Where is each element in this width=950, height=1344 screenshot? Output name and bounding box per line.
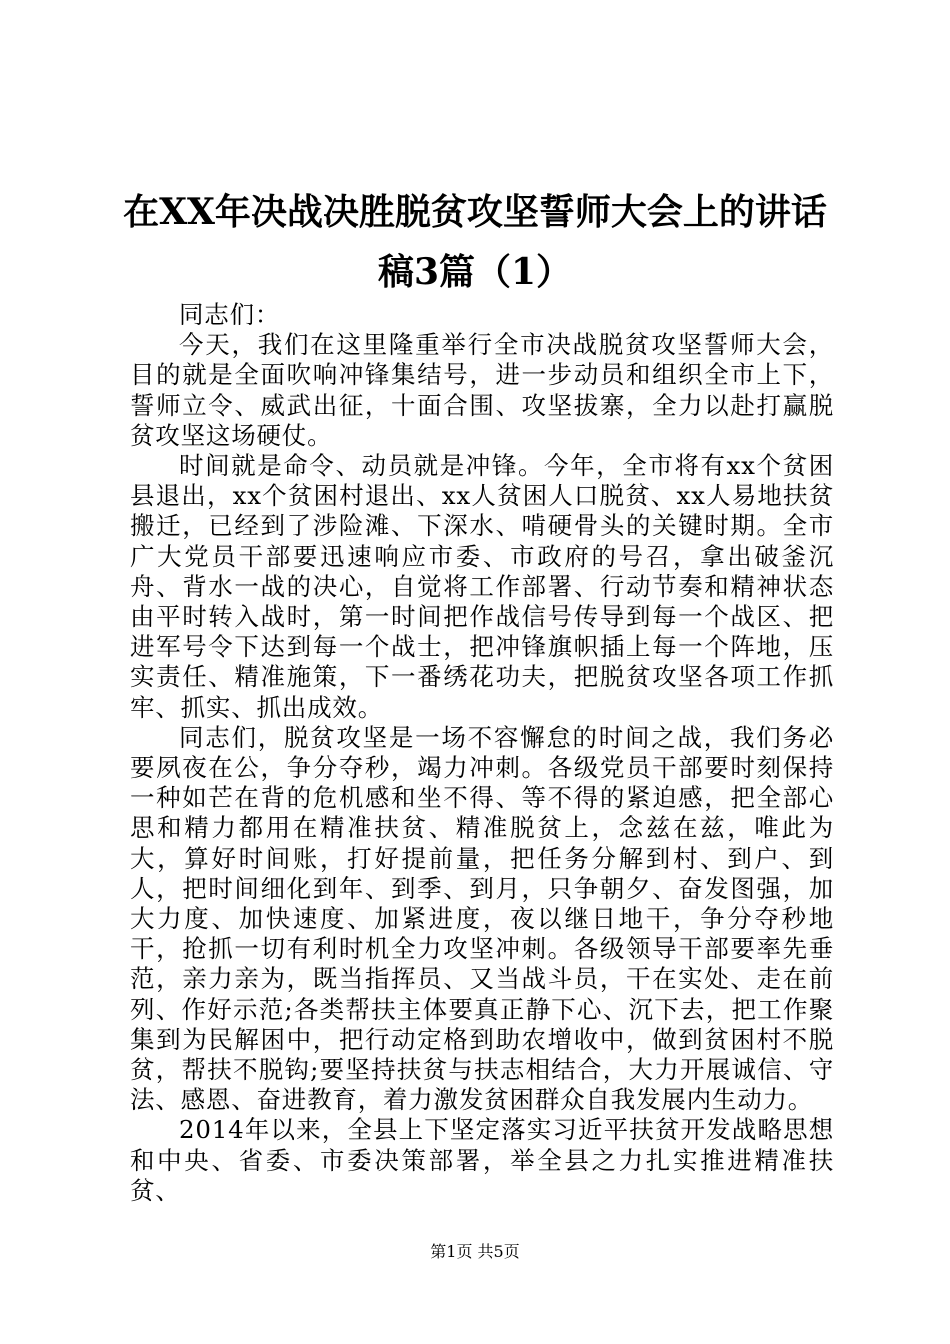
salutation: 同志们： [179, 300, 281, 329]
paragraph-1: 今天，我们在这里隆重举行全市决战脱贫攻坚誓师大会，目的就是全面吹响冲锋集结号，进一步动员和组织全市上下，誓师立令、威武出征，十面合围、攻坚拔寨，全力以赴打赢脱贫攻坚这场硬仗。 [130, 330, 834, 450]
page-footer: 第1页 共5页 [430, 1242, 520, 1261]
document-body [130, 300, 834, 1206]
paragraph-3: 同志们，脱贫攻坚是一场不容懈怠的时间之战，我们务必要夙夜在公，争分夺秒，竭力冲刺。各级党员干部要时刻保持一种如芒在背的危机感和坐不得、等不得的紧迫感，把全部心思和精力都用在精准扶贫、精准脱贫上，念兹在兹，唯此为大，算好时间账，打好提前量，把任务分解到村、到户、到人，把时间细化到年、到季、到月，只争朝夕、奋发图强，加大力度、加快速度、加紧进度，夜以继日地干，争分夺秒地干，抢抓一切有利时机全力攻坚冲刺。各级领导干部要率先垂范，亲力亲为，既当指挥员、又当战斗员，干在实处、走在前列、作好示范;各类帮扶主体要真正静下心、沉下去，把工作聚集到为民解困中，把行动定格到助农增收中，做到贫困村不脱贫，帮扶不脱钩;要坚持扶贫与扶志相结合，大力开展诚信、守法、感恩、奋进教育，着力激发贫困群众自我发展内生动力。 [130, 722, 834, 1115]
paragraph-4: 2014年以来，全县上下坚定落实习近平扶贫开发战略思想和中央、省委、市委决策部署，举全县之力扎实推进精准扶贫、 [130, 1115, 834, 1205]
paragraph-2: 时间就是命令、动员就是冲锋。今年，全市将有xx个贫困县退出，xx个贫困村退出、xx人贫困人口脱贫、xx人易地扶贫搬迁，已经到了涉险滩、下深水、啃硬骨头的关键时期。全市广大党员干部要迅速响应市委、市政府的号召，拿出破釜沉舟、背水一战的决心，自觉将工作部署、行动节奏和精神状态由平时转入战时，第一时间把作战信号传导到每一个战区、把进军号令下达到每一个战士，把冲锋旗帜插上每一个阵地，压实责任、精准施策，下一番绣花功夫，把脱贫攻坚各项工作抓牢、抓实、抓出成效。 [130, 451, 834, 722]
document-title: 在XX年决战决胜脱贫攻坚誓师大会上的讲话稿3篇（1） [123, 191, 827, 293]
